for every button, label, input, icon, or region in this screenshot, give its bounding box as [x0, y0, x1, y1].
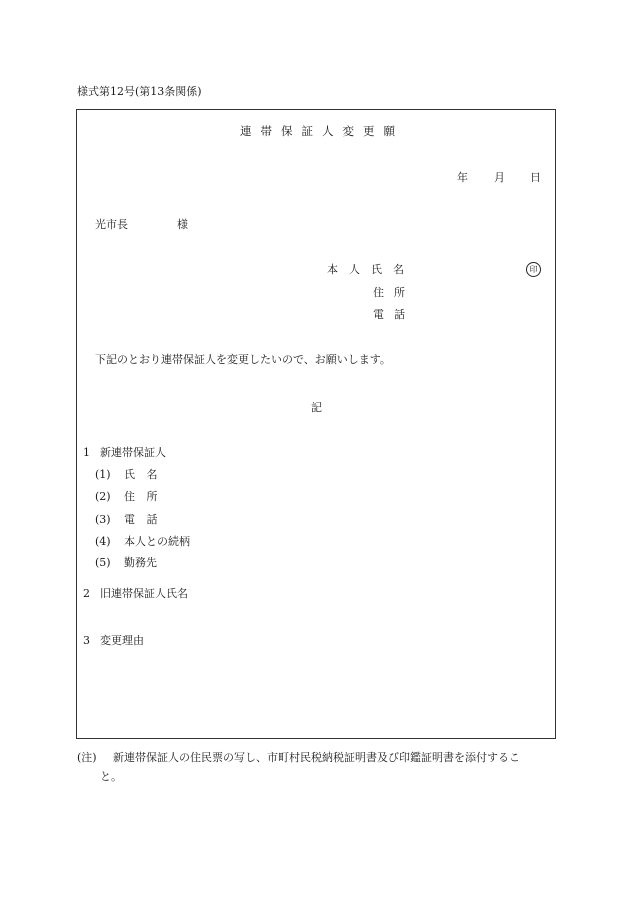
item-5-label: 勤務先	[124, 556, 157, 569]
section-2-title: 旧連帯保証人氏名	[100, 587, 188, 600]
section-3-number: 3	[83, 634, 90, 647]
section-1-number: 1	[83, 446, 90, 459]
form-frame	[76, 109, 556, 739]
section-2-number: 2	[83, 587, 90, 600]
section-3-title: 変更理由	[100, 634, 144, 647]
form-title: 連帯保証人変更願	[240, 124, 404, 138]
item-1-label: 氏 名	[124, 468, 158, 481]
item-2-label: 住 所	[124, 490, 158, 503]
form-number: 様式第12号(第13条関係)	[77, 85, 202, 98]
item-4-num: (4)	[95, 535, 111, 548]
ki-label: 記	[311, 401, 322, 414]
addressee-honorific: 様	[177, 218, 188, 231]
applicant-name-label: 本人氏名	[327, 263, 415, 276]
note-line-2: と。	[100, 770, 122, 783]
item-5-num: (5)	[95, 556, 111, 569]
item-3-label: 電 話	[124, 513, 158, 526]
item-3-num: (3)	[95, 513, 111, 526]
item-1-num: (1)	[95, 468, 111, 481]
date-day: 日	[530, 171, 541, 184]
section-1-title: 新連帯保証人	[100, 446, 166, 459]
item-4-label: 本人との続柄	[124, 535, 190, 548]
applicant-address-label: 住所	[373, 286, 415, 299]
note-prefix: (注)	[77, 751, 97, 764]
note-line-1: 新連帯保証人の住民票の写し、市町村民税納税証明書及び印鑑証明書を添付するこ	[113, 751, 520, 764]
addressee-name: 光市長	[95, 218, 128, 231]
date-year: 年	[457, 171, 468, 184]
request-text: 下記のとおり連帯保証人を変更したいので、お願いします。	[95, 353, 391, 366]
date-month: 月	[494, 171, 505, 184]
item-2-num: (2)	[95, 490, 111, 503]
applicant-phone-label: 電話	[373, 308, 415, 321]
seal-icon: 印	[526, 262, 541, 277]
